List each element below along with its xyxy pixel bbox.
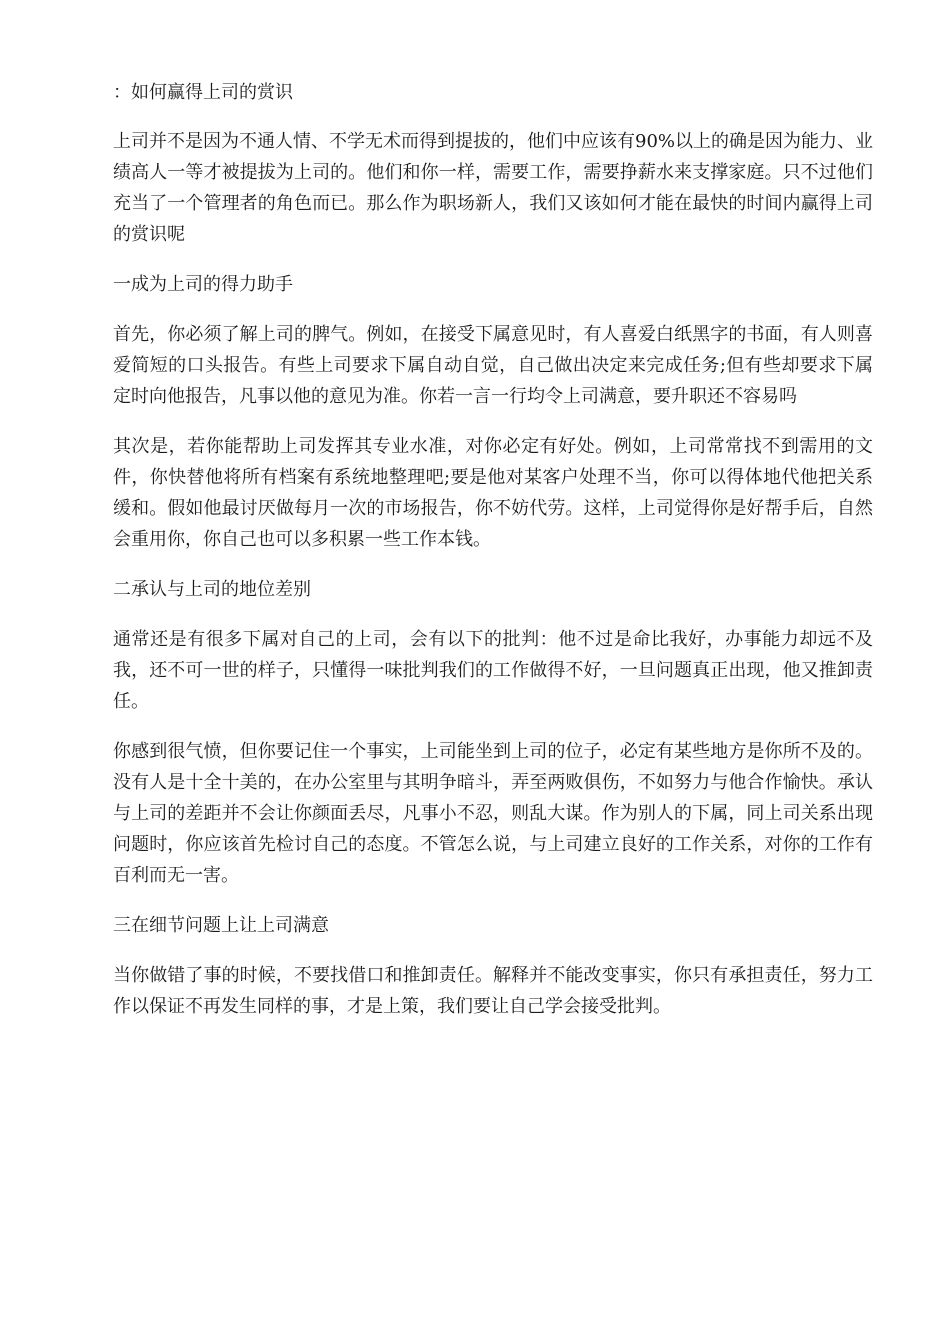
paragraph-2: 其次是，若你能帮助上司发挥其专业水准，对你必定有好处。例如，上司常常找不到需用的文件，你快替他将所有档案有系统地整理吧;要是他对某客户处理不当，你可以得体地代他把关系缓和。假如他最讨厌做每月一次的市场报告，你不妨代劳。这样，上司觉得你是好帮手后，自然会重用你，你自己也可以多积累一些工作本钱。 — [113, 436, 873, 550]
paragraph-4: 你感到很气愤，但你要记住一个事实，上司能坐到上司的位子，必定有某些地方是你所不及的。没有人是十全十美的，在办公室里与其明争暗斗，弄至两败俱伤，不如努力与他合作愉快。承认与上司的差距并不会让你颜面丢尽，凡事小不忍，则乱大谋。作为别人的下属，同上司关系出现问题时，你应该首先检讨自己的态度。不管怎么说，与上司建立良好的工作关系，对你的工作有百利而无一害。 — [113, 741, 873, 886]
paragraph-5: 当你做错了事的时候，不要找借口和推卸责任。解释并不能改变事实，你只有承担责任，努力工作以保证不再发生同样的事，才是上策，我们要让自己学会接受批判。 — [113, 965, 873, 1017]
section-heading-1: 一成为上司的得力助手 — [113, 274, 293, 295]
document-title: ：如何赢得上司的赏识 — [113, 82, 293, 103]
section-heading-3: 三在细节问题上让上司满意 — [113, 915, 329, 936]
paragraph-3: 通常还是有很多下属对自己的上司，会有以下的批判：他不过是命比我好，办事能力却远不及我，还不可一世的样子，只懂得一味批判我们的工作做得不好，一旦问题真正出现，他又推卸责任。 — [113, 629, 873, 712]
paragraph-1: 首先，你必须了解上司的脾气。例如，在接受下属意见时，有人喜爱白纸黑字的书面，有人则喜爱简短的口头报告。有些上司要求下属自动自觉，自己做出决定来完成任务;但有些却要求下属定时向他报告，凡事以他的意见为准。你若一言一行均令上司满意，要升职还不容易吗 — [113, 324, 873, 407]
section-heading-2: 二承认与上司的地位差别 — [113, 579, 311, 600]
paragraph-intro: 上司并不是因为不通人情、不学无术而得到提拔的，他们中应该有90%以上的确是因为能力、业绩高人一等才被提拔为上司的。他们和你一样，需要工作，需要挣薪水来支撑家庭。只不过他们充当了一个管理者的角色而已。那么作为职场新人，我们又该如何才能在最快的时间内赢得上司的赏识呢 — [113, 131, 874, 245]
document-body — [113, 77, 873, 1041]
